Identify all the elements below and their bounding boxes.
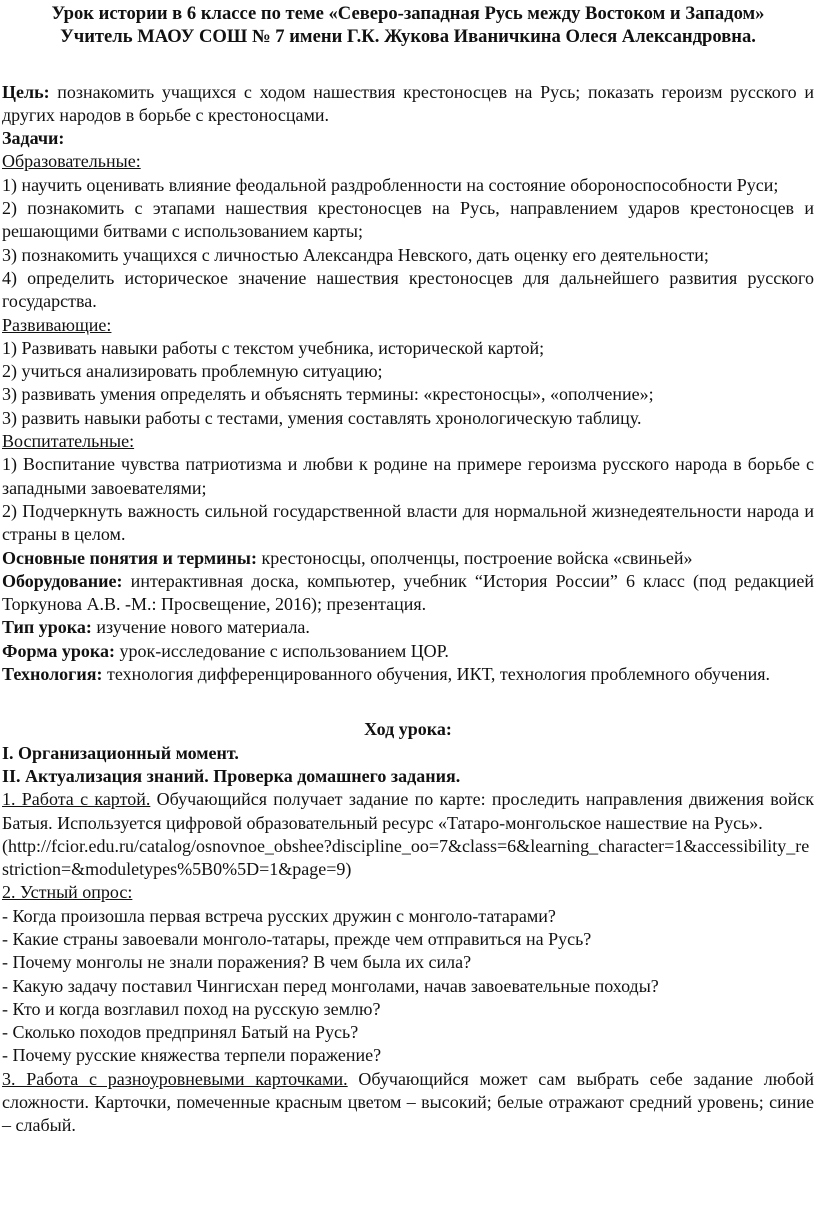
tasks-heading: Задачи:	[2, 128, 65, 149]
terms-label: Основные понятия и термины:	[2, 547, 257, 568]
technology-text: технология дифференцированного обучения, ИКТ, технология проблемного обучения.	[102, 664, 770, 685]
goal-paragraph	[2, 81, 814, 128]
educational-label: Образовательные:	[2, 151, 141, 172]
map-work-label: 1. Работа с картой.	[2, 789, 151, 810]
equipment-line	[2, 570, 814, 617]
oral-question: - Почему русские княжества терпели поражение?	[2, 1045, 382, 1066]
cards-text: Обучающийся может сам выбрать себе задание любой сложности. Карточки, помеченные красным цветом – высокий; белые отражают средний уровень; синие – слабый.	[2, 1068, 814, 1136]
educational-item: 2) познакомить с этапами нашествия крестоносцев на Русь, направлением ударов крестоносцев и решающими битвами с использованием карты;	[2, 198, 814, 242]
cards-paragraph	[2, 1068, 814, 1138]
map-work-paragraph	[2, 788, 814, 835]
stage-one-heading: I. Организационный момент.	[2, 742, 239, 763]
lesson-form-line	[2, 640, 814, 663]
educational-item: 1) научить оценивать влияние феодальной раздробленности на состояние обороноспособности Руси;	[2, 174, 779, 195]
oral-question: - Кто и когда возглавил поход на русскую землю?	[2, 998, 381, 1019]
cards-label: 3. Работа с разноуровневыми карточками.	[2, 1068, 348, 1089]
lesson-type-label: Тип урока:	[2, 617, 92, 638]
goal-text: познакомить учащихся с ходом нашествия крестоносцев на Русь; показать героизм русского и других народов в борьбе с крестоносцами.	[2, 81, 814, 125]
teacher-line: Учитель МАОУ СОШ № 7 имени Г.К. Жукова Иваничкина Олеся Александровна.	[60, 26, 756, 48]
oral-question: - Когда произошла первая встреча русских дружин с монголо-татарами?	[2, 905, 556, 926]
developmental-item: 2) учиться анализировать проблемную ситуацию;	[2, 361, 383, 382]
spacer	[2, 686, 814, 718]
developmental-item: 3) развить навыки работы с тестами, умения составлять хронологическую таблицу.	[2, 407, 642, 428]
educational-item: 4) определить историческое значение нашествия крестоносцев для дальнейшего развития русского государства.	[2, 267, 814, 312]
developmental-item: 3) развивать умения определять и объяснять термины: «крестоносцы», «ополчение»;	[2, 384, 654, 405]
stage-two-heading: II. Актуализация знаний. Проверка домашнего задания.	[2, 765, 461, 786]
lesson-form-label: Форма урока:	[2, 640, 115, 661]
equipment-label: Оборудование:	[2, 570, 123, 591]
upbringing-item: 1) Воспитание чувства патриотизма и любви к родине на примере героизма русского народа в борьбе с западными завоевателями;	[2, 454, 814, 498]
educational-item: 3) познакомить учащихся с личностью Александра Невского, дать оценку его деятельности;	[2, 244, 709, 265]
map-work-text: Обучающийся получает задание по карте: проследить направления движения войск Батыя. Используется цифровой образовательный ресурс «Татаро-монгольское нашествие на Русь».	[2, 789, 814, 833]
developmental-item: 1) Развивать навыки работы с текстом учебника, исторической картой;	[2, 337, 545, 358]
lesson-form-text: урок-исследование с использованием ЦОР.	[114, 640, 449, 661]
lesson-type-line	[2, 616, 814, 639]
oral-quiz-label: 2. Устный опрос:	[2, 882, 133, 903]
oral-question: - Какую задачу поставил Чингисхан перед монголами, начав завоевательные походы?	[2, 975, 659, 996]
oral-question: - Почему монголы не знали поражения? В чем была их сила?	[2, 952, 472, 973]
oral-question: - Сколько походов предпринял Батый на Русь?	[2, 1022, 359, 1043]
developmental-label: Развивающие:	[2, 314, 112, 335]
goal-label: Цель:	[2, 81, 50, 102]
resource-url: (http://fcior.edu.ru/catalog/osnovnoe_obshee?discipline_oo=7&class=6&learning_character=1&accessibility_restriction=&moduletypes%5B0%5D=1&page=9)	[2, 835, 810, 880]
terms-line	[2, 547, 814, 570]
technology-label: Технология:	[2, 664, 103, 685]
equipment-text: интерактивная доска, компьютер, учебник “История России” 6 класс (под редакцией Торкунова А.В. -М.: Просвещение, 2016); презентация.	[2, 570, 814, 615]
terms-text: крестоносцы, ополченцы, построение войска «свиньей»	[256, 547, 693, 568]
upbringing-item: 2) Подчеркнуть важность сильной государственной власти для нормальной жизнедеятельности народа и страны в целом.	[2, 500, 814, 545]
lesson-type-text: изучение нового материала.	[91, 617, 310, 638]
lesson-title: Урок истории в 6 классе по теме «Северо-западная Русь между Востоком и Западом»	[51, 3, 765, 24]
spacer	[2, 49, 814, 81]
course-title: Ход урока:	[364, 719, 452, 740]
upbringing-label: Воспитательные:	[2, 431, 135, 452]
technology-line	[2, 663, 814, 686]
oral-question: - Какие страны завоевали монголо-татары, прежде чем отправиться на Русь?	[2, 928, 592, 949]
